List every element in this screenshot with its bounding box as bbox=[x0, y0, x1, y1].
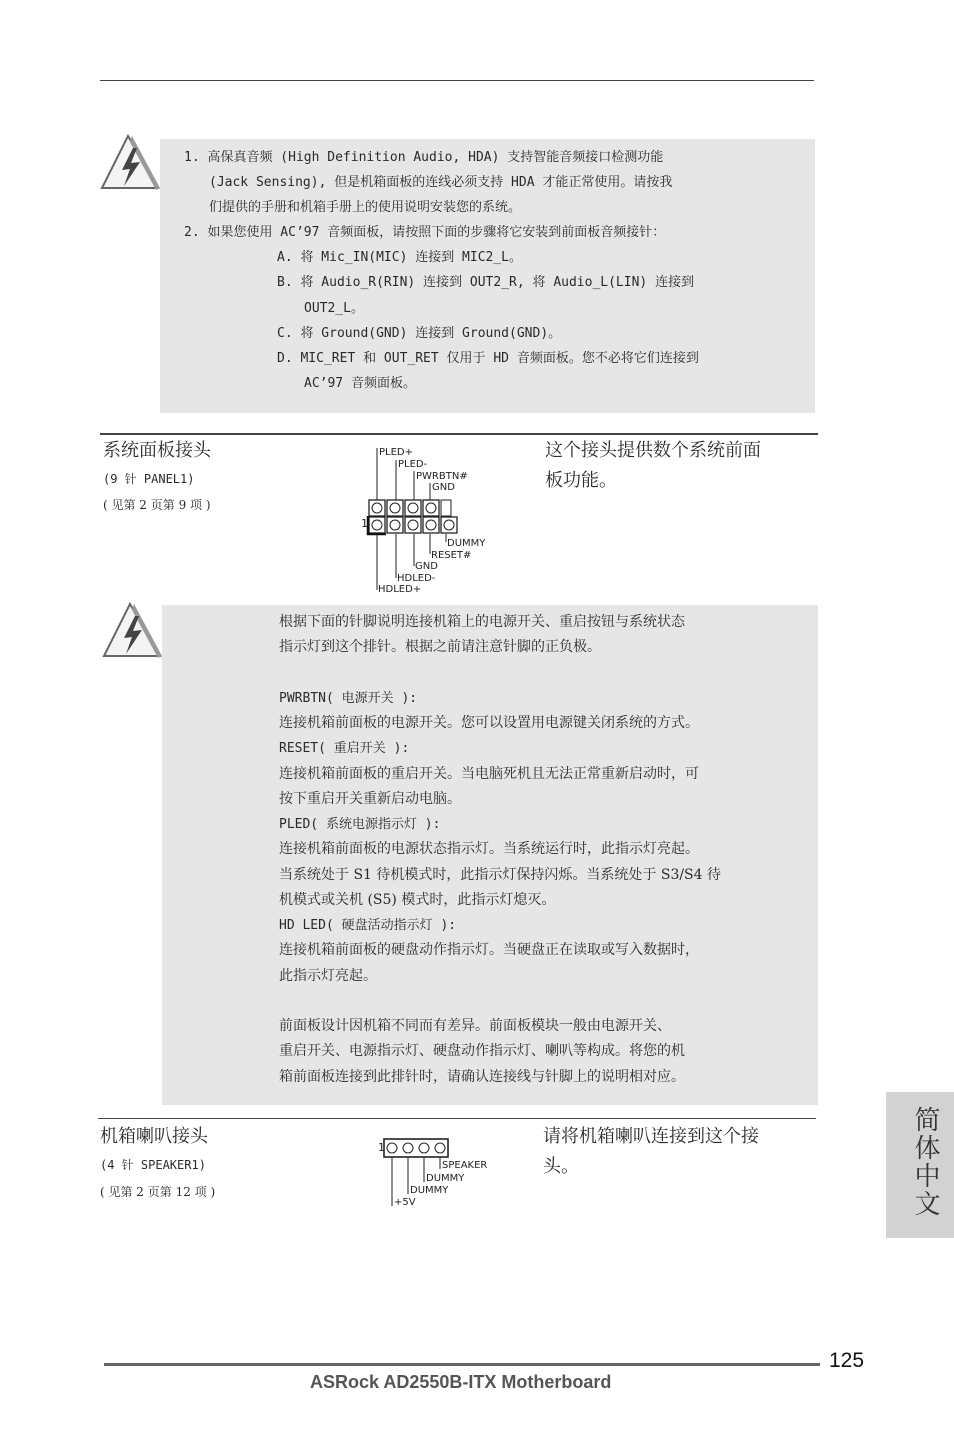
note2-line: PWRBTN( 电源开关 ): bbox=[279, 691, 418, 706]
speaker-description bbox=[543, 1122, 759, 1182]
panel-header-pins: (9 针 PANEL1) bbox=[103, 472, 195, 486]
panel-pin-label: RESET# bbox=[431, 550, 472, 561]
note2-line: PLED( 系统电源指示灯 ): bbox=[279, 817, 441, 832]
note2-line: 连接机箱前面板的电源状态指示灯。当系统运行时，此指示灯亮起。 bbox=[279, 841, 699, 857]
speaker-pin-label: DUMMY bbox=[426, 1173, 465, 1184]
panel-description-line: 板功能。 bbox=[545, 470, 617, 491]
note1-line: 们提供的手册和机箱手册上的使用说明安装您的系统。 bbox=[209, 200, 522, 215]
panel-pin-label: PLED+ bbox=[379, 447, 413, 458]
panel-connector-diagram bbox=[360, 444, 500, 596]
page-number: 125 bbox=[829, 1349, 865, 1372]
note1-line: 1. 高保真音频 (High Definition Audio, HDA) 支持智能音频接口检测功能 bbox=[184, 150, 664, 165]
speaker-connector-diagram bbox=[375, 1136, 495, 1210]
panel-pin-label: PLED- bbox=[398, 459, 428, 470]
panel-section-rule bbox=[100, 433, 818, 435]
note2-line: 连接机箱前面板的重启开关。当电脑死机且无法正常重新启动时，可 bbox=[279, 766, 699, 782]
warning-icon bbox=[102, 602, 162, 660]
language-side-tab bbox=[886, 1092, 954, 1238]
speaker-pin-label: SPEAKER bbox=[442, 1160, 488, 1171]
note2-line: 此指示灯亮起。 bbox=[279, 968, 377, 984]
speaker-description-line: 请将机箱喇叭连接到这个接 bbox=[543, 1126, 759, 1147]
speaker-pin1-marker: 1 bbox=[378, 1141, 385, 1154]
speaker-section-rule bbox=[98, 1118, 816, 1119]
panel-pin-label: GND bbox=[432, 482, 455, 493]
note1-line: 2. 如果您使用 AC’97 音频面板，请按照下面的步骤将它安装到前面板音频接针： bbox=[184, 225, 666, 240]
panel-pin-label: PWRBTN# bbox=[416, 471, 468, 482]
note2-line: 箱前面板连接到此排针时，请确认连接线与针脚上的说明相对应。 bbox=[279, 1069, 685, 1085]
note2-line: 根据下面的针脚说明连接机箱上的电源开关、重启按钮与系统状态 bbox=[279, 614, 685, 630]
footer-rule bbox=[104, 1363, 820, 1366]
note1-line: OUT2_L。 bbox=[304, 301, 364, 316]
note2-line: 连接机箱前面板的电源开关。您可以设置用电源键关闭系统的方式。 bbox=[279, 715, 699, 731]
note2-line: RESET( 重启开关 ): bbox=[279, 741, 410, 756]
note2-line: 机模式或关机 (S5) 模式时，此指示灯熄灭。 bbox=[279, 892, 556, 908]
note1-line: D. MIC_RET 和 OUT_RET 仅用于 HD 音频面板。您不必将它们连接到 bbox=[277, 351, 699, 366]
top-rule bbox=[100, 80, 814, 81]
panel-pin1-marker: 1 bbox=[361, 517, 368, 530]
note1-line: C. 将 Ground(GND) 连接到 Ground(GND)。 bbox=[277, 326, 562, 341]
note2-line: HD LED( 硬盘活动指示灯 ): bbox=[279, 918, 457, 933]
language-side-tab-label: 简体中文 bbox=[910, 1106, 940, 1218]
note1-line: A. 将 Mic_IN(MIC) 连接到 MIC2_L。 bbox=[277, 250, 523, 265]
panel-pin-label: GND bbox=[415, 561, 438, 572]
warning-icon bbox=[100, 134, 160, 192]
speaker-header-ref: ( 见第 2 页第 12 项 ) bbox=[100, 1185, 216, 1199]
speaker-pin-label: +5V bbox=[394, 1197, 416, 1208]
speaker-description-line: 头。 bbox=[543, 1156, 579, 1177]
note1-line: B. 将 Audio_R(RIN) 连接到 OUT2_R, 将 Audio_L(LIN) 连接到 bbox=[277, 275, 695, 290]
speaker-pin-label: DUMMY bbox=[410, 1185, 449, 1196]
panel-pin-label: HDLED+ bbox=[378, 584, 422, 595]
speaker-header-title: 机箱喇叭接头 bbox=[100, 1126, 208, 1147]
note2-line: 连接机箱前面板的硬盘动作指示灯。当硬盘正在读取或写入数据时， bbox=[279, 942, 699, 958]
panel-pin-label: HDLED- bbox=[397, 573, 436, 584]
note1-line: AC’97 音频面板。 bbox=[304, 376, 416, 391]
note2-line: 按下重启开关重新启动电脑。 bbox=[279, 791, 461, 807]
panel-description bbox=[545, 436, 761, 496]
note2-line: 指示灯到这个排针。根据之前请注意针脚的正负极。 bbox=[279, 639, 601, 655]
panel-header-ref: ( 见第 2 页第 9 项 ) bbox=[103, 498, 211, 512]
speaker-header-pins: (4 针 SPEAKER1) bbox=[100, 1158, 206, 1172]
note2-line: 当系统处于 S1 待机模式时，此指示灯保持闪烁。当系统处于 S3/S4 待 bbox=[279, 867, 722, 883]
panel-header-title: 系统面板接头 bbox=[103, 440, 211, 461]
note2-line: 前面板设计因机箱不同而有差异。前面板模块一般由电源开关、 bbox=[279, 1018, 671, 1034]
note2-line: 重启开关、电源指示灯、硬盘动作指示灯、喇叭等构成。将您的机 bbox=[279, 1043, 685, 1059]
footer-product-name: ASRock AD2550B-ITX Motherboard bbox=[310, 1372, 612, 1392]
panel-description-line: 这个接头提供数个系统前面 bbox=[545, 440, 761, 461]
note1-line: (Jack Sensing), 但是机箱面板的连线必须支持 HDA 才能正常使用。请按我 bbox=[209, 175, 673, 190]
panel-pin-label: DUMMY bbox=[447, 538, 486, 549]
